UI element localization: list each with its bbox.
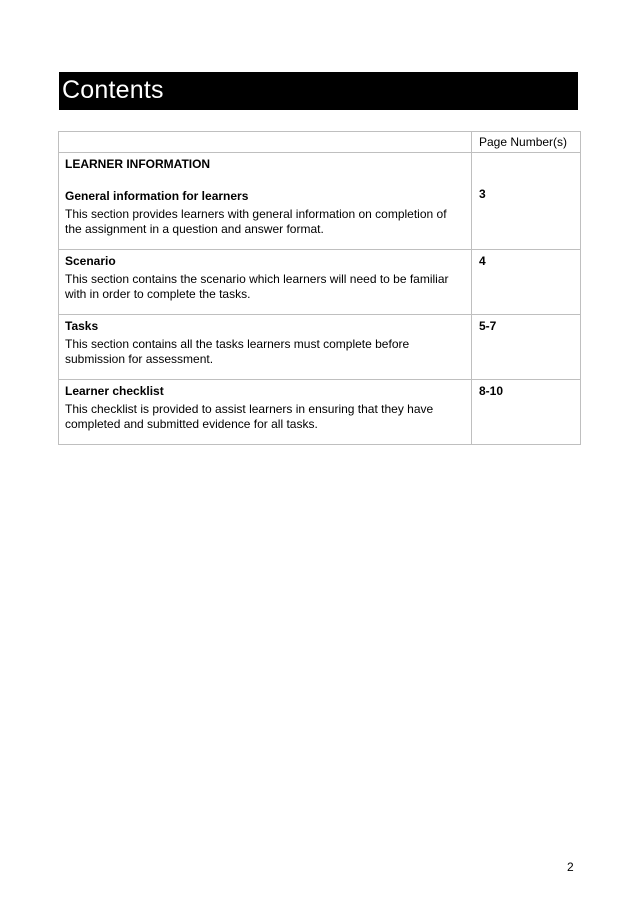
section-description: This section contains the scenario which learners will need to be familiar with in order to complete the tasks. <box>65 272 449 301</box>
table-row <box>59 153 581 250</box>
contents-heading-bar <box>59 72 578 110</box>
table-row <box>59 380 581 445</box>
section-cell <box>59 153 472 250</box>
section-description: This section contains all the tasks learners must complete before submission for assessment. <box>65 337 410 366</box>
table-header-page-numbers: Page Number(s) <box>472 132 581 153</box>
section-description: This section provides learners with general information on completion of the assignment in a question and answer format. <box>65 207 447 236</box>
section-title: Learner checklist <box>65 384 164 398</box>
section-description: This checklist is provided to assist learners in ensuring that they have completed and submitted evidence for all tasks. <box>65 402 434 431</box>
section-cell <box>59 380 472 445</box>
page-number-cell: 8-10 <box>472 380 581 445</box>
table-header-section <box>59 132 472 153</box>
page-number-cell: 4 <box>472 250 581 315</box>
section-title: Scenario <box>65 254 116 268</box>
page-number-cell: 5-7 <box>472 315 581 380</box>
page-number-cell: 3 <box>472 153 581 250</box>
section-cell <box>59 250 472 315</box>
section-title: General information for learners <box>65 189 249 203</box>
page-title: Contents <box>62 76 164 104</box>
table-header-row <box>59 132 581 153</box>
contents-table <box>58 131 581 445</box>
section-title: Tasks <box>65 319 99 333</box>
section-cell <box>59 315 472 380</box>
table-row <box>59 315 581 380</box>
table-row <box>59 250 581 315</box>
group-title: LEARNER INFORMATION <box>65 157 211 171</box>
footer-page-number: 2 <box>567 860 574 874</box>
